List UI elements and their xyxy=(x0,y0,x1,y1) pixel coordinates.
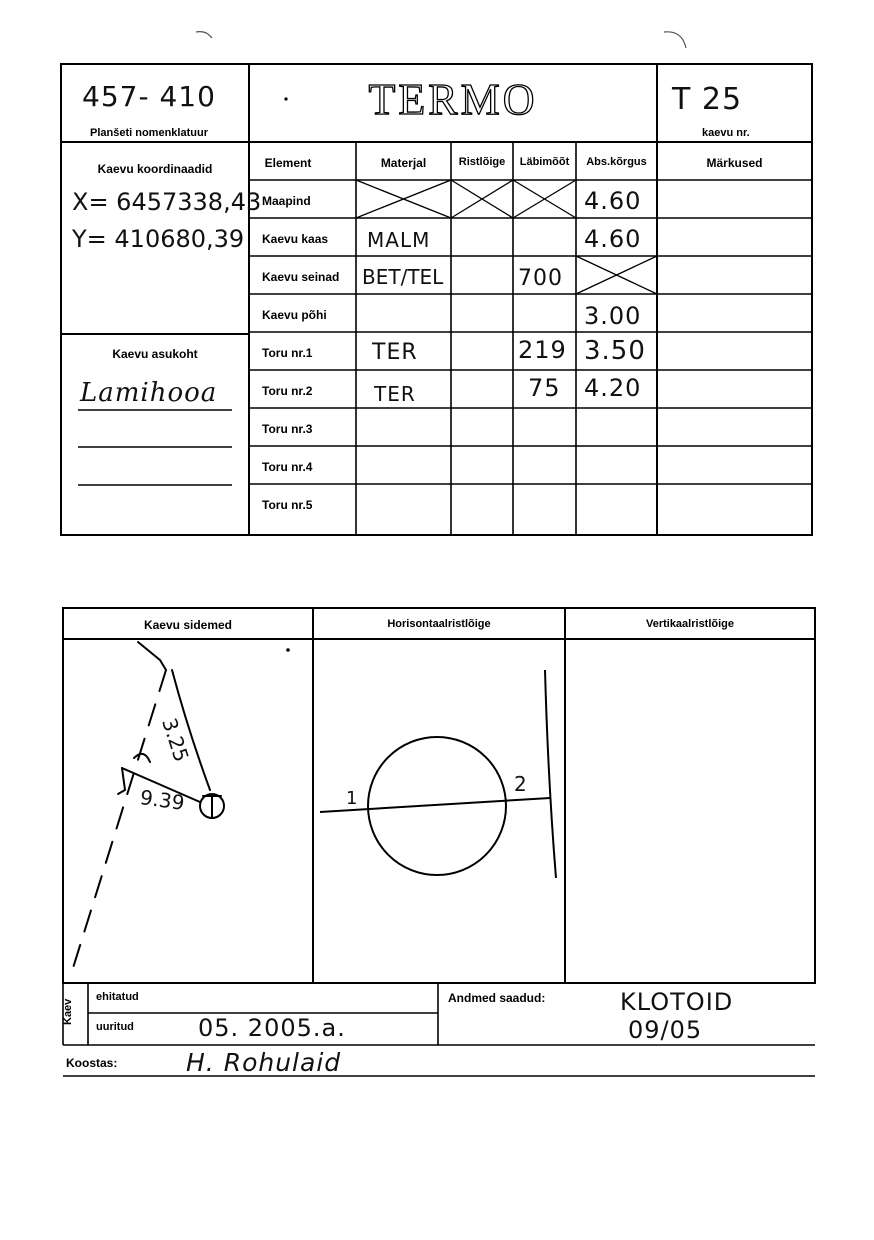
ties-header: Kaevu sidemed xyxy=(143,618,233,632)
tie-distance-2: 9.39 xyxy=(138,785,186,815)
row-element: Kaevu põhi xyxy=(262,308,327,322)
sheet-label: Planšeti nomenklatuur xyxy=(90,127,208,139)
row-material: TER xyxy=(374,382,416,406)
row-elevation: 4.20 xyxy=(584,374,642,402)
built-label: ehitatud xyxy=(96,991,139,1003)
col-element: Element xyxy=(264,156,312,170)
row-element: Kaevu kaas xyxy=(262,232,329,246)
row-element: Toru nr.5 xyxy=(262,498,313,512)
vertical-section-header: Vertikaalristlõige xyxy=(645,618,735,630)
well-label: kaevu nr. xyxy=(702,127,750,139)
well-number: T 25 xyxy=(672,82,743,117)
sheet-number: 457- 410 xyxy=(82,80,216,113)
row-diameter: 75 xyxy=(528,374,561,402)
col-material: Materjal xyxy=(380,156,427,170)
row-element: Kaevu seinad xyxy=(262,270,340,284)
pipe-1-label: 1 xyxy=(346,788,359,809)
col-notes: Märkused xyxy=(706,156,763,170)
pipe-2-label: 2 xyxy=(514,772,528,796)
horizontal-section-header: Horisontaalristlõige xyxy=(387,618,491,630)
row-diameter: 219 xyxy=(518,336,567,364)
row-elevation: 4.60 xyxy=(584,187,642,215)
tie-distance-1: 3.25 xyxy=(157,715,194,765)
form-title: TERMO xyxy=(368,75,538,124)
row-diameter: 700 xyxy=(518,266,563,291)
row-element: Toru nr.3 xyxy=(262,422,313,436)
compiled-label: Koostas: xyxy=(66,1056,118,1070)
coord-y: Y= 410680,39 xyxy=(72,225,245,253)
compiled-value: H. Rohulaid xyxy=(186,1048,342,1077)
data-date: 09/05 xyxy=(628,1016,703,1044)
data-source: KLOTOID xyxy=(620,988,734,1016)
surveyed-label: uuritud xyxy=(96,1021,134,1033)
row-elevation: 3.00 xyxy=(584,302,642,330)
row-elevation: 3.50 xyxy=(584,336,646,366)
row-element: Toru nr.2 xyxy=(262,384,313,398)
row-element: Maapind xyxy=(262,194,311,208)
lower-form-grid xyxy=(0,590,874,1090)
coords-label: Kaevu koordinaadid xyxy=(97,162,213,176)
col-cross-section: Ristlõige xyxy=(458,156,506,168)
row-element: Toru nr.4 xyxy=(262,460,313,474)
coord-x: X= 6457338,43 xyxy=(72,188,262,216)
data-received-label: Andmed saadud: xyxy=(448,991,546,1005)
row-material: BET/TEL xyxy=(362,265,444,289)
col-elevation: Abs.kõrgus xyxy=(586,156,647,168)
row-elevation: 4.60 xyxy=(584,225,642,253)
well-side-label: Kaev xyxy=(62,998,74,1025)
location-label: Kaevu asukoht xyxy=(112,347,198,361)
row-element: Toru nr.1 xyxy=(262,346,313,360)
surveyed-value: 05. 2005.a. xyxy=(198,1014,346,1042)
location-value: Lamihooa xyxy=(80,378,218,408)
col-diameter: Läbimõõt xyxy=(519,156,570,168)
row-material: MALM xyxy=(367,228,431,252)
row-material: TER xyxy=(372,340,418,365)
